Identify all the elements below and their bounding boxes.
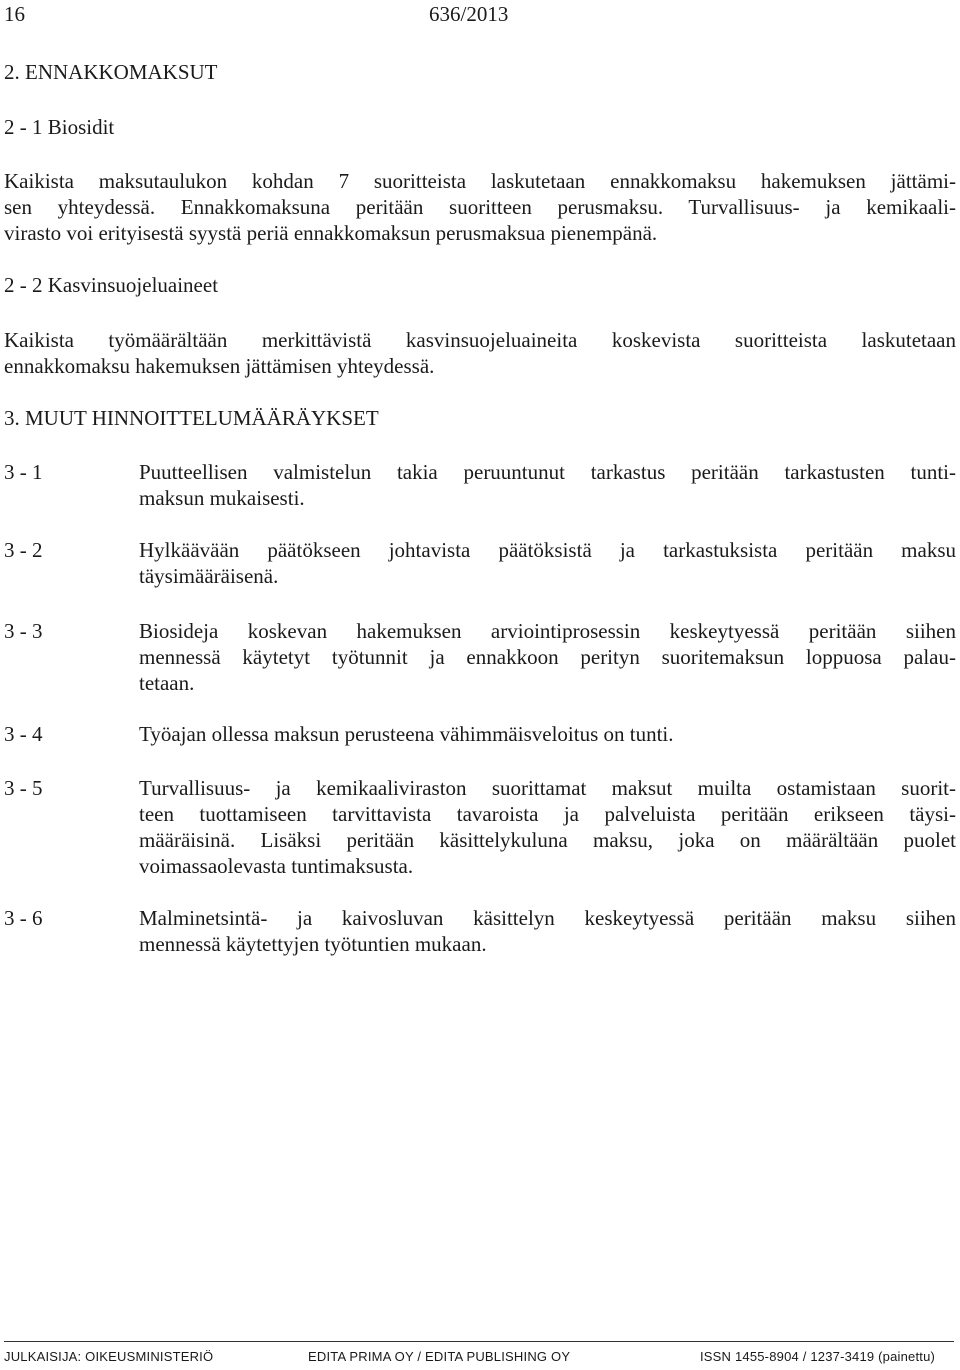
section-heading-3: 3. MUUT HINNOITTELUMÄÄRÄYKSET bbox=[4, 406, 379, 430]
item-number: 3 - 6 bbox=[4, 906, 43, 930]
document-id: 636/2013 bbox=[429, 2, 509, 26]
paragraph-line: sen yhteydessä. Ennakkomaksuna peritään suoritteen perusmaksu. Turvallisuus- ja kemikaali- bbox=[4, 195, 956, 219]
paragraph-2-2 bbox=[4, 327, 956, 379]
item-line: Malminetsintä- ja kaivosluvan käsittelyn keskeytyessä peritään maksu siihen bbox=[139, 906, 956, 930]
item-line: teen tuottamiseen tarvittavista tavaroista ja palveluista peritään erikseen täysi- bbox=[139, 802, 956, 826]
footer-printer: EDITA PRIMA OY / EDITA PUBLISHING OY bbox=[308, 1349, 571, 1364]
item-line: Hylkäävään päätökseen johtavista päätöksistä ja tarkastuksista peritään maksu bbox=[139, 538, 956, 562]
item-number: 3 - 5 bbox=[4, 776, 43, 800]
item-line: Biosideja koskevan hakemuksen arviointiprosessin keskeytyessä peritään siihen bbox=[139, 619, 956, 643]
item-number: 3 - 2 bbox=[4, 538, 43, 562]
item-text-3-2 bbox=[139, 537, 956, 589]
item-number: 3 - 3 bbox=[4, 619, 43, 643]
paragraph-line: ennakkomaksu hakemuksen jättämisen yhteydessä. bbox=[4, 354, 435, 378]
item-line: tetaan. bbox=[139, 671, 195, 695]
footer-publisher: JULKAISIJA: OIKEUSMINISTERIÖ bbox=[4, 1349, 214, 1364]
item-text-3-4 bbox=[139, 721, 956, 747]
page-number: 16 bbox=[4, 2, 25, 26]
item-line: mennessä käytettyjen työtuntien mukaan. bbox=[139, 932, 487, 956]
item-text-3-3 bbox=[139, 618, 956, 696]
item-line: Turvallisuus- ja kemikaaliviraston suorittamat maksut muilta ostamistaan suorit- bbox=[139, 776, 956, 800]
item-line: Työajan ollessa maksun perusteena vähimmäisveloitus on tunti. bbox=[139, 722, 674, 746]
footer-issn: ISSN 1455-8904 / 1237-3419 (painettu) bbox=[700, 1349, 936, 1364]
item-line: mennessä käytetyt työtunnit ja ennakkoon perityn suoritemaksun loppuosa palau- bbox=[139, 645, 956, 669]
item-number: 3 - 4 bbox=[4, 722, 43, 746]
item-line: voimassaolevasta tuntimaksusta. bbox=[139, 854, 414, 878]
item-text-3-5 bbox=[139, 775, 956, 879]
section-heading-2: 2. ENNAKKOMAKSUT bbox=[4, 60, 218, 84]
paragraph-line: Kaikista maksutaulukon kohdan 7 suoritteista laskutetaan ennakkomaksu hakemuksen jättämi- bbox=[4, 169, 956, 193]
item-line: määräisinä. Lisäksi peritään käsittelykuluna maksu, joka on määrältään puolet bbox=[139, 828, 956, 852]
paragraph-line: virasto voi erityisestä syystä periä ennakkomaksun perusmaksua pienempänä. bbox=[4, 221, 658, 245]
item-line: maksun mukaisesti. bbox=[139, 486, 305, 510]
item-line: Puutteellisen valmistelun takia peruuntunut tarkastus peritään tarkastusten tunti- bbox=[139, 460, 956, 484]
item-number: 3 - 1 bbox=[4, 460, 43, 484]
item-text-3-1 bbox=[139, 459, 956, 511]
item-text-3-6 bbox=[139, 905, 956, 957]
paragraph-line: Kaikista työmäärältään merkittävistä kasvinsuojeluaineita koskevista suoritteista laskutetaan bbox=[4, 328, 956, 352]
paragraph-2-1 bbox=[4, 168, 956, 246]
subsection-heading-2-1: 2 - 1 Biosidit bbox=[4, 115, 115, 139]
subsection-heading-2-2: 2 - 2 Kasvinsuojeluaineet bbox=[4, 273, 219, 297]
footer-rule bbox=[4, 1341, 954, 1342]
item-line: täysimääräisenä. bbox=[139, 564, 279, 588]
